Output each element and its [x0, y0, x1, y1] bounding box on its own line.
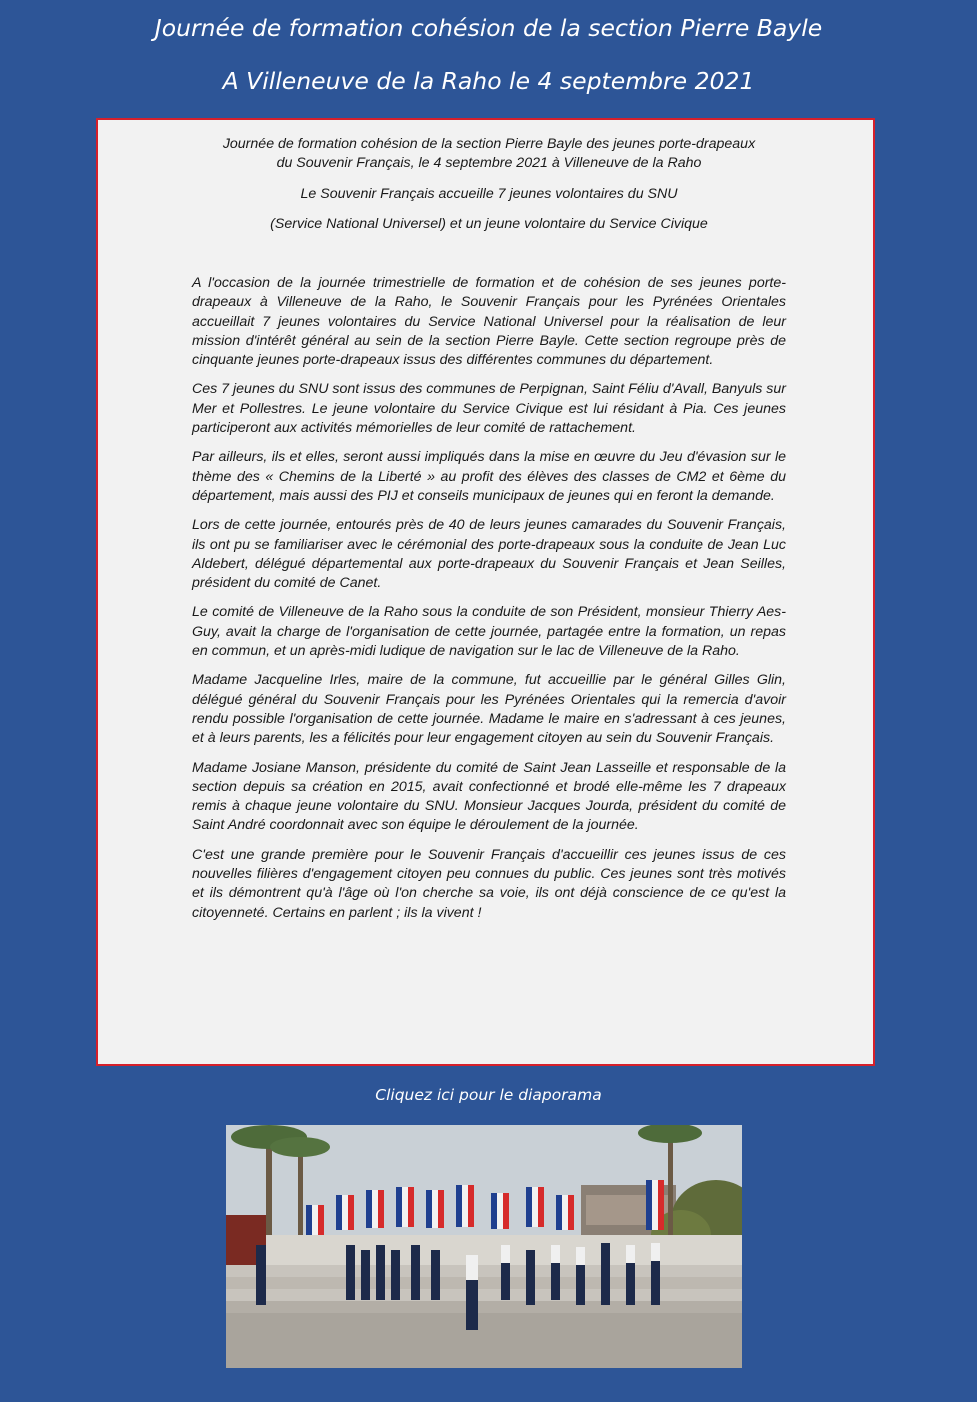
slideshow-link[interactable]: Cliquez ici pour le diaporama	[375, 1086, 602, 1104]
article-paragraph: Le comité de Villeneuve de la Raho sous la conduite de son Président, monsieur Thierry Aes-Guy, avait la charge de l'organisation de cette journée, partagée entre la formation, un repas en commun, et un après-midi ludique de navigation sur le lac de Villeneuve de la Raho.	[192, 604, 786, 660]
intro-line-1: Journée de formation cohésion de la section Pierre Bayle des jeunes porte-drapeaux	[222, 136, 756, 152]
article-body	[192, 274, 786, 933]
page-subtitle: A Villeneuve de la Raho le 4 septembre 2021	[222, 67, 755, 95]
page-title: Journée de formation cohésion de la section Pierre Bayle	[154, 14, 823, 42]
article-intro	[192, 135, 786, 245]
intro-line-4: (Service National Universel) et un jeune volontaire du Service Civique	[270, 215, 708, 232]
intro-line	[192, 135, 786, 174]
group-photo-image	[226, 1125, 742, 1368]
intro-line-2: du Souvenir Français, le 4 septembre 2021 à Villeneuve de la Raho	[276, 155, 702, 172]
article-paragraph: Madame Jacqueline Irles, maire de la commune, fut accueillie par le général Gilles Glin, délégué général du Souvenir Français pour les Pyrénées Orientales qui la remercia d'avoir rendu possible l'organisation de cette journée. Madame le maire en s'adressant à ces jeunes, et à leurs parents, les a félicités pour leur engagement citoyen au sein du Souvenir Français.	[192, 672, 786, 747]
article-paragraph: Madame Josiane Manson, présidente du comité de Saint Jean Lasseille et responsable de la section depuis sa création en 2015, avait confectionné et brodé elle-même les 7 drapeaux remis à chaque jeune volontaire du SNU. Monsieur Jacques Jourda, président du comité de Saint André coordonnait avec son équipe le déroulement de la journée.	[192, 759, 786, 834]
article-paragraph: Par ailleurs, ils et elles, seront aussi impliqués dans la mise en œuvre du Jeu d'évasion sur le thème des « Chemins de la Liberté » au profit des élèves des classes de CM2 et 6ème du département, mais aussi des PIJ et conseils municipaux de jeunes qui en feront la demande.	[192, 449, 786, 504]
article-paragraph: Lors de cette journée, entourés près de 40 de leurs jeunes camarades du Souvenir Français, ils ont pu se familiariser avec le cérémonial des porte-drapeaux sous la conduite de Jean Luc Aldebert, délégué départemental aux porte-drapeaux du Souvenir Français et Jean Seilles, président du comité de Canet.	[192, 517, 786, 592]
group-photo[interactable]	[226, 1125, 742, 1368]
article-paragraph: C'est une grande première pour le Souvenir Français d'accueillir ces jeunes issus de ces nouvelles filières d'engagement citoyen peu connues du public. Ces jeunes sont très motivés et ils démontrent qu'à l'âge où l'on cherche sa voie, ils ont déjà conscience de ce qu'est la citoyenneté. Certains en parlent ; ils la vivent !	[192, 846, 786, 921]
article-paragraph: Ces 7 jeunes du SNU sont issus des communes de Perpignan, Saint Féliu d'Avall, Banyuls sur Mer et Pollestres. Le jeune volontaire du Service Civique est lui résidant à Pia. Ces jeunes participeront aux activités mémorielles de leur comité de rattachement.	[192, 381, 786, 437]
intro-line-3: Le Souvenir Français accueille 7 jeunes volontaires du SNU	[300, 185, 678, 202]
article-panel	[96, 118, 875, 1066]
article-paragraph: A l'occasion de la journée trimestrielle de formation et de cohésion de ses jeunes porte-drapeaux à Villeneuve de la Raho, le Souvenir Français pour les Pyrénées Orientales accueillait 7 jeunes volontaires du Service National Universel pour la réalisation de leur mission d'intérêt général au sein de la section Pierre Bayle. Cette section regroupe près de cinquante jeunes porte-drapeaux issus des différentes communes du département.	[192, 275, 786, 369]
